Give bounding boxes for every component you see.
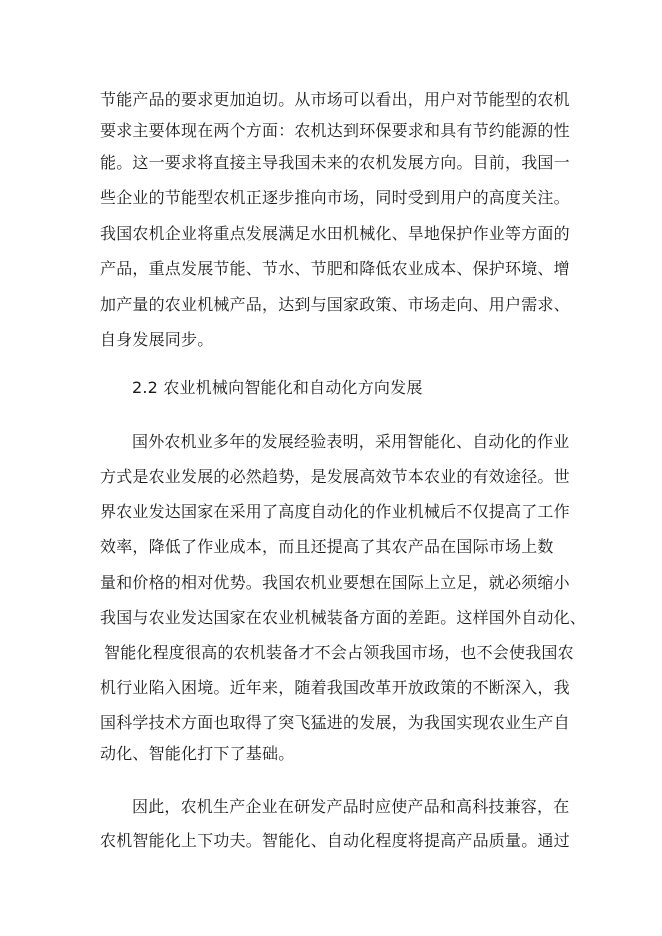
text-line: 动化、智能化打下了基础。 <box>100 744 295 763</box>
text-line: 国科学技术方面也取得了突飞猛进的发展，为我国实现农业生产自 <box>100 713 570 732</box>
text-line: 些企业的节能型农机正逐步推向市场，同时受到用户的高度关注。 <box>100 188 570 207</box>
text-line: 效率，降低了作业成本，而且还提高了其农产品在国际市场上数 <box>100 537 554 556</box>
text-line: 智能化程度很高的农机装备才不会占领我国市场，也不会使我国农 <box>104 643 574 662</box>
text-line: 方式是农业发展的必然趋势，是发展高效节本农业的有效途径。世 <box>100 467 570 486</box>
text-line: 农机智能化上下功夫。智能化、自动化程度将提高产品质量。通过 <box>100 831 570 850</box>
text-line: 界农业发达国家在采用了高度自动化的作业机械后不仅提高了工作 <box>100 502 570 521</box>
text-line: 机行业陷入困境。近年来，随着我国改革开放政策的不断深入，我 <box>100 678 570 697</box>
text-line: 节能产品的要求更加迫切。从市场可以看出，用户对节能型的农机 <box>100 90 570 109</box>
text-line: 我国与农业发达国家在农业机械装备方面的差距。这样国外自动化、 <box>100 608 587 627</box>
text-line: 国外农机业多年的发展经验表明，采用智能化、自动化的作业 <box>132 432 570 451</box>
text-line: 加产量的农业机械产品，达到与国家政策、市场走向、用户需求、 <box>100 295 570 314</box>
text-line: 我国农机企业将重点发展满足水田机械化、旱地保护作业等方面的 <box>100 224 570 243</box>
section-heading: 2.2 农业机械向智能化和自动化方向发展 <box>132 378 423 397</box>
text-line: 能。这一要求将直接主导我国未来的农机发展方向。目前，我国一 <box>100 153 570 172</box>
text-line: 自身发展同步。 <box>100 330 214 349</box>
text-line: 产品，重点发展节能、节水、节肥和降低农业成本、保护环境、增 <box>100 259 570 278</box>
text-line: 量和价格的相对优势。我国农机业要想在国际上立足，就必须缩小 <box>100 573 570 592</box>
text-line: 因此，农机生产企业在研发产品时应使产品和高科技兼容，在 <box>132 797 570 816</box>
text-line: 要求主要体现在两个方面：农机达到环保要求和具有节约能源的性 <box>100 121 570 140</box>
